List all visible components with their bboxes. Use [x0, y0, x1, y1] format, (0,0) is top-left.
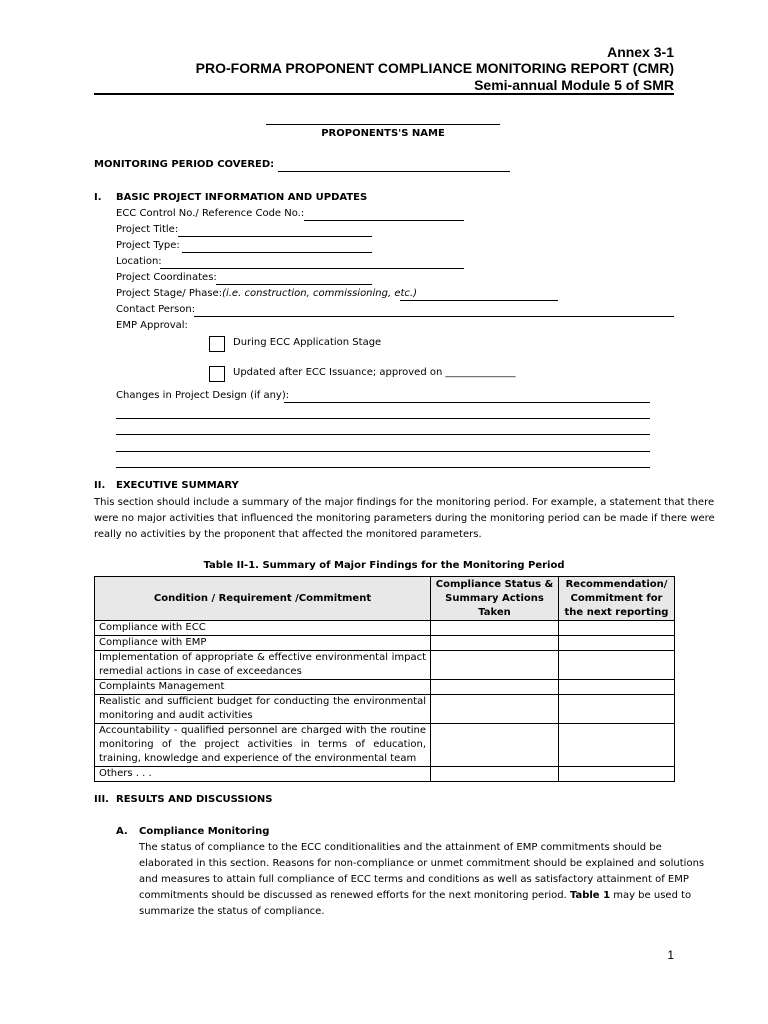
report-subtitle: Semi-annual Module 5 of SMR — [474, 77, 674, 93]
compliance-line-3: and measures to attain full compliance of ECC terms and conditions as well as satisfactory attainment of EMP — [139, 874, 689, 885]
row-status-cell[interactable] — [431, 651, 559, 680]
section-1-title: BASIC PROJECT INFORMATION AND UPDATES — [116, 192, 368, 203]
option-during-ecc-label: During ECC Application Stage — [233, 337, 382, 348]
ecc-control-field[interactable] — [304, 220, 464, 221]
row-condition: Implementation of appropriate & effective environmental impact remedial actions in case of exceedances — [95, 651, 431, 680]
row-recommendation-cell[interactable] — [559, 651, 675, 680]
project-type-label: Project Type: — [116, 240, 180, 251]
row-status-cell[interactable] — [431, 767, 559, 782]
ecc-control-label: ECC Control No./ Reference Code No.: — [116, 208, 305, 219]
table-row — [95, 680, 675, 695]
proponent-label: PROPONENTS'S NAME — [321, 128, 445, 139]
row-condition: Realistic and sufficient budget for conducting the environmental monitoring and audit activities — [95, 695, 431, 724]
compliance-line-4 — [139, 890, 691, 902]
table-header-row — [95, 577, 675, 621]
header-condition: Condition / Requirement /Commitment — [95, 577, 431, 621]
checkbox-during-ecc[interactable] — [209, 336, 225, 352]
compliance-line-4-tail: may be used to — [613, 890, 692, 901]
header-rule — [94, 93, 674, 95]
project-stage-label — [116, 288, 417, 300]
subsection-a-number: A. — [116, 826, 128, 837]
summary-line-3: really no activities by the proponent that affected the monitored parameters. — [94, 529, 482, 540]
row-condition: Complaints Management — [95, 680, 431, 695]
project-type-field[interactable] — [182, 252, 372, 253]
summary-line-1: This section should include a summary of the major findings for the monitoring period. For example, a statement that there — [94, 497, 715, 508]
row-condition: Compliance with EMP — [95, 636, 431, 651]
section-3-number: III. — [94, 794, 109, 805]
table-row — [95, 724, 675, 767]
compliance-line-4-text: commitments should be discussed as renewed efforts for the next monitoring period. — [139, 890, 567, 901]
proponent-name-line[interactable] — [266, 124, 500, 125]
summary-line-2: were no major activities that influenced the monitoring parameters during the monitoring period can be made if there were — [94, 513, 715, 524]
table-row — [95, 621, 675, 636]
report-title: PRO-FORMA PROPONENT COMPLIANCE MONITORING REPORT (CMR) — [195, 60, 674, 76]
row-recommendation-cell[interactable] — [559, 636, 675, 651]
section-2-title: EXECUTIVE SUMMARY — [116, 480, 239, 491]
table-row — [95, 767, 675, 782]
page-number: 1 — [667, 948, 674, 962]
project-stage-hint: (i.e. construction, commissioning, etc.) — [222, 288, 417, 299]
row-status-cell[interactable] — [431, 636, 559, 651]
row-status-cell[interactable] — [431, 724, 559, 767]
row-status-cell[interactable] — [431, 621, 559, 636]
coordinates-field[interactable] — [216, 284, 372, 285]
compliance-line-2: elaborated in this section. Reasons for non-compliance or unmet commitment should be explained and solutions — [139, 858, 705, 869]
row-condition: Compliance with ECC — [95, 621, 431, 636]
compliance-line-1: The status of compliance to the ECC conditionalities and the attainment of EMP commitments should be — [139, 842, 662, 853]
contact-person-field[interactable] — [194, 316, 674, 317]
changes-design-line[interactable] — [116, 418, 650, 419]
checkbox-updated-after-ecc[interactable] — [209, 366, 225, 382]
subsection-a-title: Compliance Monitoring — [139, 826, 270, 837]
row-recommendation-cell[interactable] — [559, 724, 675, 767]
annex-label: Annex 3-1 — [607, 44, 674, 60]
project-stage-text: Project Stage/ Phase: — [116, 288, 223, 299]
changes-design-line[interactable] — [116, 434, 650, 435]
table-caption: Table II-1. Summary of Major Findings for the Monitoring Period — [203, 560, 565, 571]
section-2-number: II. — [94, 480, 106, 491]
row-status-cell[interactable] — [431, 695, 559, 724]
compliance-line-5: summarize the status of compliance. — [139, 906, 325, 917]
table-row — [95, 651, 675, 680]
coordinates-label: Project Coordinates: — [116, 272, 217, 283]
changes-design-field[interactable] — [284, 402, 650, 403]
section-1-number: I. — [94, 192, 102, 203]
header-compliance-status: Compliance Status & Summary Actions Taken — [431, 577, 559, 621]
header-recommendation: Recommendation/ Commitment for the next reporting — [559, 577, 675, 621]
location-label: Location: — [116, 256, 162, 267]
monitoring-period-label: MONITORING PERIOD COVERED: — [94, 159, 275, 170]
emp-approval-label: EMP Approval: — [116, 320, 188, 331]
project-title-label: Project Title: — [116, 224, 179, 235]
row-condition: Accountability - qualified personnel are charged with the routine monitoring of the project activities in terms of education, training, knowledge and experience of the environmental team — [95, 724, 431, 767]
changes-design-line[interactable] — [116, 451, 650, 452]
option-updated-label: Updated after ECC Issuance; approved on ______________ — [233, 367, 516, 378]
project-stage-field[interactable] — [400, 300, 558, 301]
row-recommendation-cell[interactable] — [559, 621, 675, 636]
changes-design-label: Changes in Project Design (if any): — [116, 390, 290, 401]
location-field[interactable] — [160, 268, 464, 269]
findings-table — [94, 576, 675, 782]
contact-person-label: Contact Person: — [116, 304, 196, 315]
table-1-reference: Table 1 — [569, 890, 611, 901]
changes-design-line[interactable] — [116, 467, 650, 468]
row-status-cell[interactable] — [431, 680, 559, 695]
row-condition: Others . . . — [95, 767, 431, 782]
row-recommendation-cell[interactable] — [559, 680, 675, 695]
project-title-field[interactable] — [178, 236, 372, 237]
table-row — [95, 695, 675, 724]
monitoring-period-field[interactable] — [278, 171, 510, 172]
row-recommendation-cell[interactable] — [559, 695, 675, 724]
table-row — [95, 636, 675, 651]
row-recommendation-cell[interactable] — [559, 767, 675, 782]
section-3-title: RESULTS AND DISCUSSIONS — [116, 794, 273, 805]
